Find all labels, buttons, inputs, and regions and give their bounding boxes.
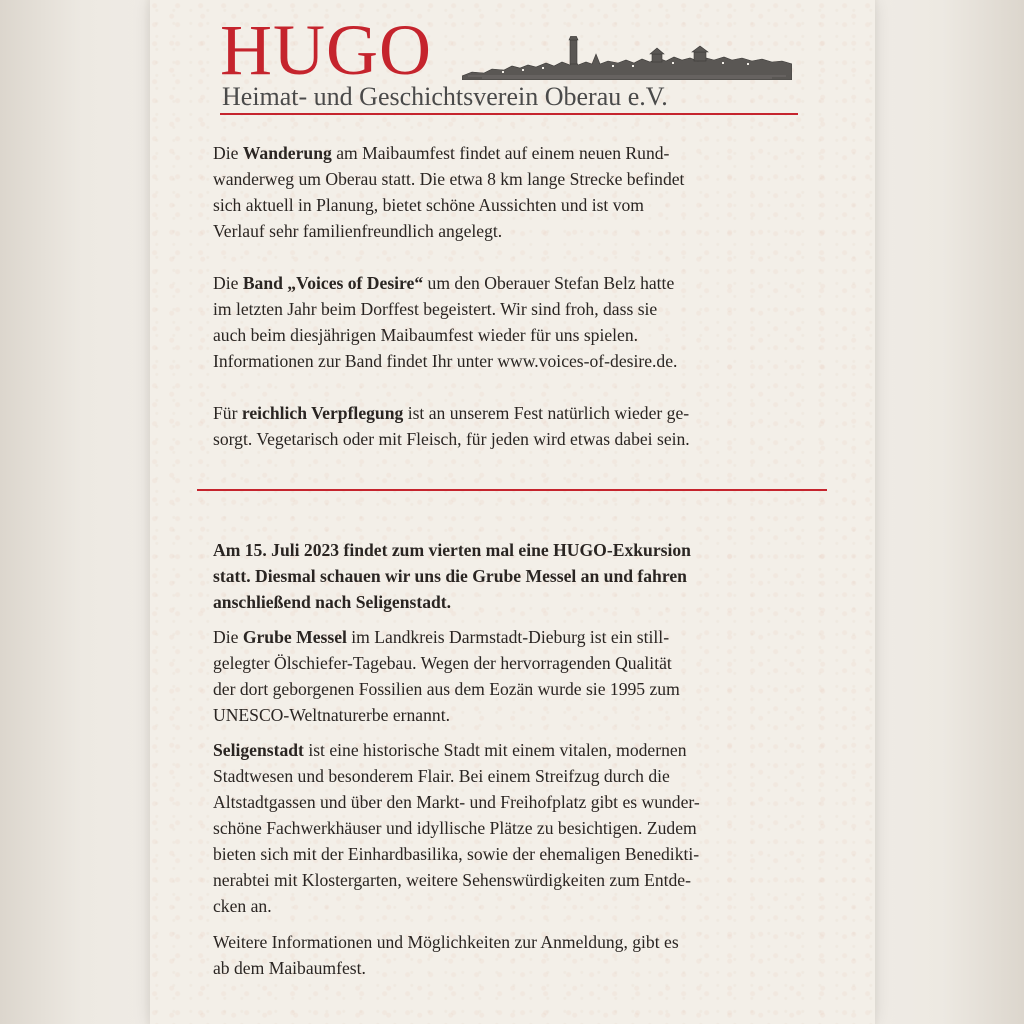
text-run: ist an unserem Fest natürlich wieder ge-	[403, 403, 690, 423]
bold-text: Band „Voices of Desire“	[242, 273, 424, 293]
text-run: cken an.	[213, 896, 272, 916]
text-run: ab dem Maibaumfest.	[213, 958, 366, 978]
bold-text: Seligenstadt	[213, 740, 304, 760]
logo-subtitle: Heimat- und Geschichtsverein Oberau e.V.	[222, 82, 668, 111]
text-run: Die	[213, 273, 243, 293]
bold-text: anschließend nach Seligenstadt.	[213, 592, 452, 612]
text-run: sorgt. Vegetarisch oder mit Fleisch, für jeden wird etwas dabei sein.	[213, 429, 690, 449]
text-run: auch beim diesjährigen Maibaumfest wieder für uns spielen.	[213, 325, 639, 345]
text-run: UNESCO-Weltnaturerbe ernannt.	[213, 705, 450, 725]
paragraph-weitere-informationen	[213, 929, 813, 981]
flyer-page	[150, 0, 875, 1024]
text-run: Die	[213, 627, 243, 647]
text-run: bieten sich mit der Einhardbasilika, sowie der ehemaligen Benedikti-	[213, 844, 700, 864]
bold-text: statt. Diesmal schauen wir uns die Grube Messel an und fahren	[213, 566, 687, 586]
bold-text: reichlich Verpflegung	[241, 403, 404, 423]
text-run: am Maibaumfest findet auf einem neuen Rund-	[331, 143, 670, 163]
village-skyline-illustration	[462, 36, 792, 80]
text-run: Für	[213, 403, 242, 423]
text-run: wanderweg um Oberau statt. Die etwa 8 km lange Strecke befindet	[213, 169, 685, 189]
paragraph-verpflegung	[213, 400, 813, 452]
text-run: Altstadtgassen und über den Markt- und Freihofplatz gibt es wunder-	[213, 792, 700, 812]
text-run: Die	[213, 143, 243, 163]
text-run: im letzten Jahr beim Dorffest begeistert. Wir sind froh, dass sie	[213, 299, 658, 319]
logo-title: HUGO	[220, 10, 432, 90]
header-rule	[220, 113, 798, 115]
text-run: nerabtei mit Klostergarten, weitere Sehenswürdigkeiten zum Entde-	[213, 870, 691, 890]
text-run: ist eine historische Stadt mit einem vitalen, modernen	[303, 740, 687, 760]
text-run: Informationen zur Band findet Ihr unter www.voices-of-desire.de.	[213, 351, 678, 371]
text-run: Weitere Informationen und Möglichkeiten zur Anmeldung, gibt es	[213, 932, 679, 952]
excursion-lead	[213, 537, 813, 615]
text-run: der dort geborgenen Fossilien aus dem Eozän wurde sie 1995 zum	[213, 679, 680, 699]
text-run: im Landkreis Darmstadt-Dieburg ist ein still-	[346, 627, 670, 647]
bold-text: Wanderung	[242, 143, 332, 163]
paragraph-seligenstadt	[213, 737, 813, 919]
text-run: gelegter Ölschiefer-Tagebau. Wegen der hervorragenden Qualität	[213, 653, 672, 673]
bold-text: Grube Messel	[242, 627, 347, 647]
bold-text: Am 15. Juli 2023 findet zum vierten mal eine HUGO-Exkursion	[213, 540, 691, 560]
paragraph-wanderung	[213, 140, 813, 244]
text-run: um den Oberauer Stefan Belz hatte	[423, 273, 675, 293]
text-run: Stadtwesen und besonderem Flair. Bei einem Streifzug durch die	[213, 766, 670, 786]
text-run: schöne Fachwerkhäuser und idyllische Plätze zu besichtigen. Zudem	[213, 818, 697, 838]
text-run: sich aktuell in Planung, bietet schöne Aussichten und ist vom	[213, 195, 644, 215]
paragraph-band	[213, 270, 813, 374]
paragraph-grube-messel	[213, 624, 813, 728]
text-run: Verlauf sehr familienfreundlich angelegt.	[213, 221, 503, 241]
section-divider	[197, 489, 827, 491]
